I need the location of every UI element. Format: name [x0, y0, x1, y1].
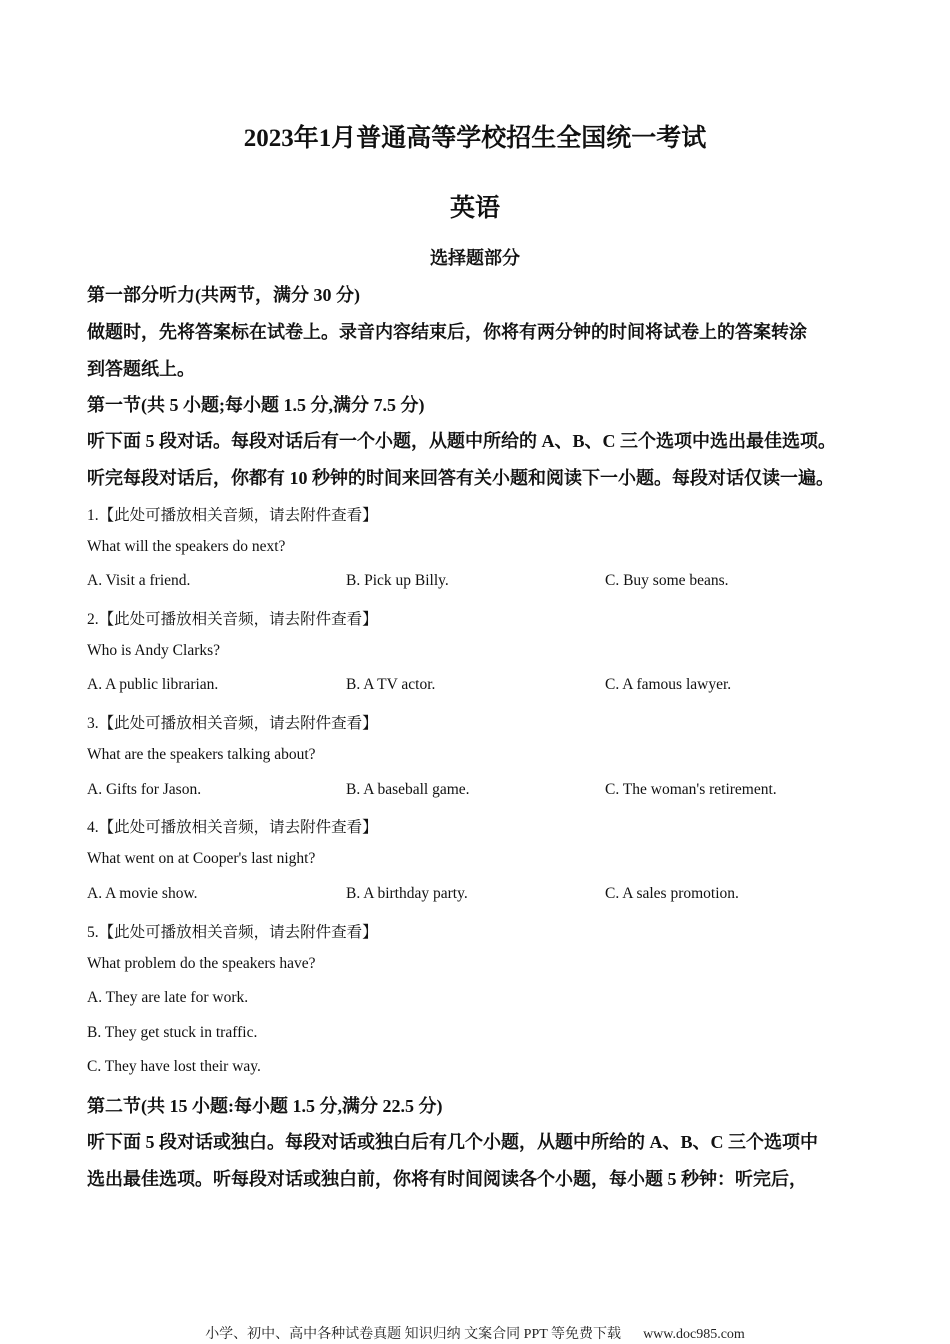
footer-url[interactable]: www.doc985.com [643, 1327, 745, 1342]
option-c-5: C. They have lost their way. [87, 1058, 261, 1075]
option-a-1: A. Visit a friend. [87, 572, 191, 589]
question-prompt-5: What problem do the speakers have? [87, 955, 316, 972]
audio-link-3[interactable]: 3.【此处可播放相关音频，请去附件查看】 [87, 715, 378, 732]
option-b-2: B. A TV actor. [346, 676, 436, 693]
question-prompt-4: What went on at Cooper's last night? [87, 850, 316, 867]
part1-instruction-line2: 到答题纸上。 [87, 359, 195, 379]
page-footer [0, 1323, 950, 1343]
section1-instruction-line1: 听下面 5 段对话。每段对话后有一个小题，从题中所给的 A、B、C 三个选项中选出最佳选项。 [87, 431, 836, 451]
option-b-3: B. A baseball game. [346, 781, 470, 798]
option-a-3: A. Gifts for Jason. [87, 781, 202, 798]
section-label: 选择题部分 [430, 248, 520, 268]
section2-heading: 第二节(共 15 小题:每小题 1.5 分,满分 22.5 分) [87, 1096, 443, 1116]
option-a-5: A. They are late for work. [87, 989, 249, 1006]
option-a-4: A. A movie show. [87, 885, 198, 902]
exam-title: 2023年1月普通高等学校招生全国统一考试 [243, 125, 707, 152]
section1-instruction-line2: 听完每段对话后，你都有 10 秒钟的时间来回答有关小题和阅读下一小题。每段对话仅读一遍。 [87, 468, 834, 488]
option-b-1: B. Pick up Billy. [346, 572, 449, 589]
question-prompt-3: What are the speakers talking about? [87, 746, 316, 763]
option-c-3: C. The woman's retirement. [605, 781, 777, 798]
part1-heading: 第一部分听力(共两节，满分 30 分) [87, 285, 360, 305]
question-prompt-2: Who is Andy Clarks? [87, 642, 221, 659]
audio-link-5[interactable]: 5.【此处可播放相关音频，请去附件查看】 [87, 924, 378, 941]
option-c-4: C. A sales promotion. [605, 885, 739, 902]
section1-heading: 第一节(共 5 小题;每小题 1.5 分,满分 7.5 分) [87, 395, 425, 415]
audio-link-2[interactable]: 2.【此处可播放相关音频，请去附件查看】 [87, 611, 378, 628]
subject-title: 英语 [449, 195, 500, 222]
option-a-2: A. A public librarian. [87, 676, 219, 693]
footer-text: 小学、初中、高中各种试卷真题 知识归纳 文案合同 PPT 等免费下载 [205, 1327, 622, 1342]
question-prompt-1: What will the speakers do next? [87, 538, 286, 555]
option-c-1: C. Buy some beans. [605, 572, 729, 589]
audio-link-1[interactable]: 1.【此处可播放相关音频，请去附件查看】 [87, 507, 378, 524]
section2-instruction-line1: 听下面 5 段对话或独白。每段对话或独白后有几个小题，从题中所给的 A、B、C 三个选项中 [87, 1132, 818, 1152]
option-b-4: B. A birthday party. [346, 885, 468, 902]
section2-instruction-line2: 选出最佳选项。听每段对话或独白前，你将有时间阅读各个小题，每小题 5 秒钟：听完后， [87, 1169, 807, 1189]
part1-instruction-line1: 做题时，先将答案标在试卷上。录音内容结束后，你将有两分钟的时间将试卷上的答案转涂 [87, 322, 807, 342]
option-c-2: C. A famous lawyer. [605, 676, 732, 693]
option-b-5: B. They get stuck in traffic. [87, 1024, 258, 1041]
audio-link-4[interactable]: 4.【此处可播放相关音频，请去附件查看】 [87, 819, 378, 836]
